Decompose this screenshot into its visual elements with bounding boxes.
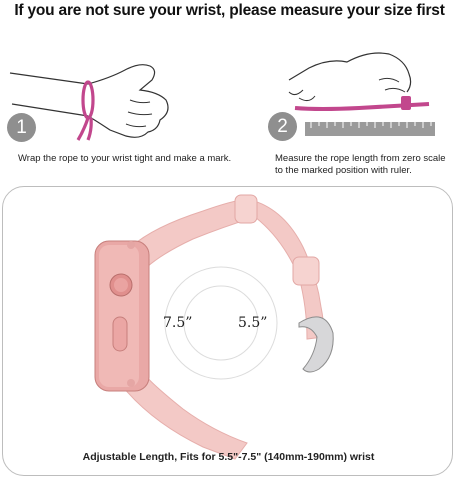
step-number-badge: 1 (7, 113, 36, 142)
watch-band-illustration (3, 187, 454, 477)
step-caption-line-1: Measure the rope length from zero scale (275, 153, 446, 164)
product-caption: Adjustable Length, Fits for 5.5"-7.5" (140mm-190mm) wrist (82, 451, 375, 463)
step-number-badge: 2 (268, 112, 297, 141)
step-1 (0, 40, 232, 180)
page-title: If you are not sure your wrist, please measure your size first (14, 2, 445, 19)
step-caption-line-2: to the marked position with ruler. (275, 165, 412, 176)
step-caption: Wrap the rope to your wrist tight and make a mark. (18, 153, 232, 164)
product-panel (2, 186, 453, 476)
inner-size-label: 5.5” (238, 315, 268, 331)
outer-size-label: 7.5” (163, 315, 193, 331)
step-2 (229, 40, 459, 180)
